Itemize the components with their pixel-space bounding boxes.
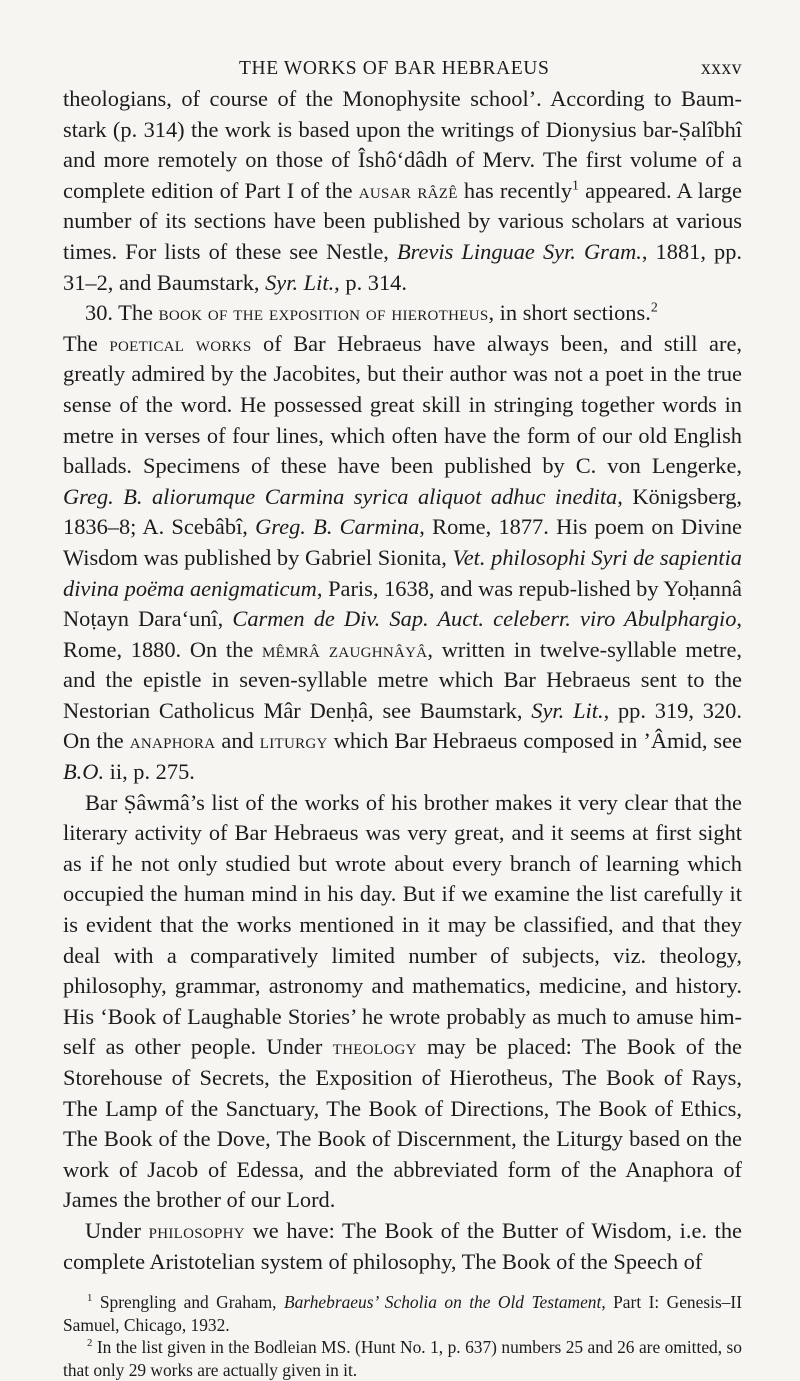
citation-italic: Syr. Lit.	[531, 697, 604, 723]
text-run: , p. 314.	[334, 269, 407, 295]
text-run: Under	[85, 1217, 149, 1243]
footnote-mark: 2	[87, 1337, 93, 1350]
running-title: THE WORKS OF BAR HEBRAEUS	[239, 58, 550, 79]
work-title-smallcaps: book of the exposition of hierotheus	[158, 301, 489, 326]
subject-smallcaps: philosophy	[148, 1218, 245, 1243]
text-run: may be placed: The Book of the Storehouse of Secrets, the Exposition of Hierotheus, The Book of Rays, The Lamp of the Sanctuary, The Book of Directions, The Book of Ethics, The Book of the Dove, The Book of Discernment, the Liturgy based on the work of Jacob of Edessa, and the abbreviated form of the Anaphora of James the brother of our Lord.	[63, 1034, 742, 1213]
text-run: 30. The	[85, 300, 159, 326]
citation-italic: B.O.	[63, 759, 105, 785]
text-run: , pp. 319, 320. On the	[63, 697, 742, 754]
text-run: of Bar Hebraeus have always been, and still are, greatly admired by the Jacobites, but their author was not a poet in the true sense of the word. He possessed great skill in stringing together words in metre in verses of four lines, which often have the form of our old English ballads. Specimens of these have been published by C. von Lengerke,	[63, 330, 742, 479]
text-run: ii, p. 275.	[104, 759, 195, 785]
paragraph-philosophy	[63, 1216, 742, 1277]
citation-italic: Barhebraeus’ Scholia on the Old Testament	[283, 1292, 602, 1313]
footnote-2	[63, 1336, 742, 1381]
text-run: , in short sections.	[488, 300, 651, 326]
work-title-smallcaps: liturgy	[259, 729, 328, 754]
footnotes	[63, 1291, 742, 1381]
text-run: The	[63, 330, 110, 356]
main-text	[63, 84, 742, 1277]
citation-italic: Syr. Lit.	[265, 269, 335, 295]
text-run: , Rome, 1877. His poem on Divine Wisdom was published by Gabriel Sionita,	[63, 514, 742, 570]
text-run: Sprengling and Graham,	[92, 1292, 284, 1313]
paragraph-poetical-works	[63, 329, 742, 788]
text-run: appeared. A large number of its sections have been published by various scholars at various times. For lists of these see Nestle,	[63, 177, 742, 264]
footnote-1	[63, 1291, 742, 1336]
paragraph-classification	[63, 788, 742, 1216]
work-title-smallcaps: anaphora	[129, 729, 216, 754]
paragraph-item-30	[63, 298, 742, 329]
text-run: we have: The Book of the Butter of Wisdom, i.e. the complete Aristotelian system of philosophy, The Book of the Speech of	[63, 1217, 742, 1274]
text-run: , written in twelve-syllable metre, and the epistle in seven-syllable metre which Bar Hebraeus sent to the Nestorian Catholicus Mâr Denḥâ, see Baumstark,	[63, 636, 742, 723]
paragraph-continuation	[63, 84, 742, 298]
text-run: , 1881, pp. 31–2, and Baumstark,	[63, 238, 743, 295]
footnote-ref-1[interactable]: 1	[572, 178, 579, 194]
citation-italic: Greg. B. Carmina	[255, 514, 420, 540]
running-header	[63, 58, 742, 80]
text-run: , Paris, 1638, and was repub-lished by Yoḥannâ Noṭayn Dara‘unî,	[63, 575, 742, 632]
text-run: Bar Ṣâwmâ’s list of the works of his brother makes it very clear that the literary activity of Bar Hebraeus was very great, and it seems at first sight as if he not only studied but wrote about every branch of learning which occupied the human mind in his day. But if we examine the list carefully it is evident that the works mentioned in it may be classified, and that they deal with a comparatively limited number of subjects, viz. theology, philosophy, grammar, astronomy and mathematics, medicine, and history. His ‘Book of Laughable Stories’ he wrote probably as much to amuse him-self as other people. Under	[63, 789, 742, 1060]
text-run: has recently	[457, 177, 573, 203]
work-title-smallcaps: ausar râzê	[358, 178, 458, 203]
text-run: , Rome, 1880. On the	[63, 606, 742, 662]
text-run: , Part I: Genesis–II Samuel, Chicago, 1932.	[63, 1292, 742, 1335]
footnote-ref-2[interactable]: 2	[650, 300, 658, 316]
text-run: theologians, of course of the Monophysite school’. According to Baum-stark (p. 314) the work is based upon the writings of Dionysius bar-Ṣalîbhî and more remotely on those of Îshô‘dâdh of Merv. The first volume of a complete edition of Part I of the	[63, 86, 742, 203]
text-run: and	[215, 728, 260, 754]
text-run: In the list given in the Bodleian MS. (Hunt No. 1, p. 637) numbers 25 and 26 are omitted, so that only 29 works are actually given in it.	[63, 1337, 742, 1380]
citation-italic: Vet. philosophi Syri de sapientia divina poëma aenigmaticum	[63, 544, 742, 601]
text-run: , Königsberg, 1836–8; A. Scebâbî,	[63, 483, 742, 540]
footnote-mark: 1	[87, 1292, 93, 1305]
citation-italic: Brevis Linguae Syr. Gram.	[397, 238, 642, 264]
citation-italic: Carmen de Div. Sap. Auct. celeberr. viro Abulphargio	[232, 606, 737, 632]
subject-smallcaps: theology	[332, 1035, 417, 1060]
work-title-smallcaps: poetical works	[109, 331, 252, 356]
work-title-smallcaps: mêmrâ zaughnâyâ	[261, 637, 428, 662]
citation-italic: Greg. B. aliorumque Carmina syrica aliquot adhuc inedita	[63, 483, 618, 509]
text-run: which Bar Hebraeus composed in ’Âmid, see	[327, 728, 742, 754]
page-number: xxxv	[701, 58, 742, 79]
